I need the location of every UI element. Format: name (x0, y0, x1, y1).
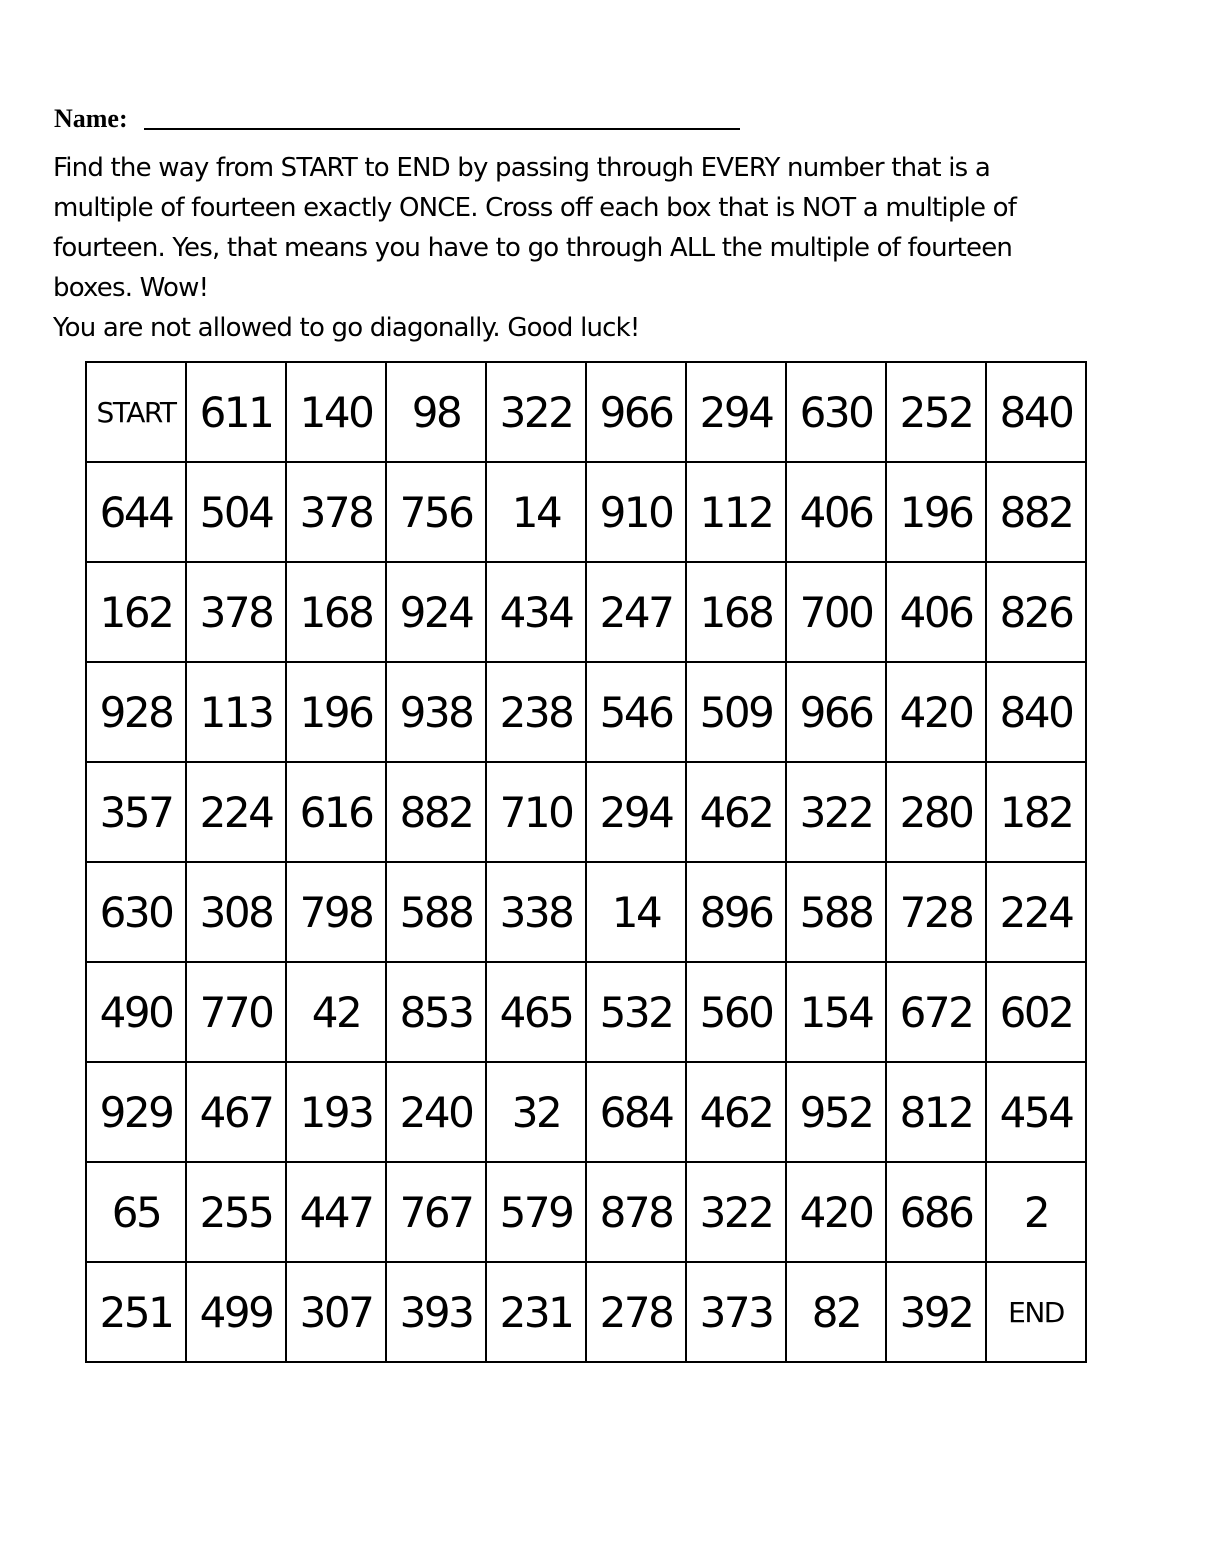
maze-cell[interactable]: 98 (386, 362, 486, 462)
maze-row (86, 562, 1086, 662)
maze-cell[interactable]: 602 (986, 962, 1086, 1062)
maze-cell[interactable]: 307 (286, 1262, 386, 1362)
maze-cell[interactable]: 462 (686, 762, 786, 862)
maze-cell[interactable]: 32 (486, 1062, 586, 1162)
maze-cell[interactable]: 196 (886, 462, 986, 562)
maze-cell[interactable]: 509 (686, 662, 786, 762)
maze-cell[interactable]: 896 (686, 862, 786, 962)
maze-row (86, 1162, 1086, 1262)
maze-cell[interactable]: 966 (786, 662, 886, 762)
maze-cell[interactable]: 357 (86, 762, 186, 862)
maze-cell[interactable]: 378 (186, 562, 286, 662)
maze-cell[interactable]: 700 (786, 562, 886, 662)
maze-cell[interactable]: 255 (186, 1162, 286, 1262)
maze-cell[interactable]: 546 (586, 662, 686, 762)
maze-cell[interactable]: 770 (186, 962, 286, 1062)
maze-cell[interactable]: 611 (186, 362, 286, 462)
maze-row (86, 1262, 1086, 1362)
maze-cell[interactable]: 140 (286, 362, 386, 462)
maze-cell[interactable]: 840 (986, 662, 1086, 762)
maze-cell[interactable]: 532 (586, 962, 686, 1062)
maze-cell[interactable]: 434 (486, 562, 586, 662)
maze-cell[interactable]: 14 (586, 862, 686, 962)
maze-row (86, 662, 1086, 762)
maze-cell[interactable]: 929 (86, 1062, 186, 1162)
maze-row (86, 1062, 1086, 1162)
maze-cell[interactable]: 224 (186, 762, 286, 862)
maze-cell[interactable]: 280 (886, 762, 986, 862)
maze-cell[interactable]: 112 (686, 462, 786, 562)
maze-cell[interactable]: 966 (586, 362, 686, 462)
maze-cell[interactable]: 247 (586, 562, 686, 662)
maze-cell[interactable]: 756 (386, 462, 486, 562)
maze-cell[interactable]: 882 (386, 762, 486, 862)
maze-cell[interactable]: 154 (786, 962, 886, 1062)
maze-cell[interactable]: 251 (86, 1262, 186, 1362)
name-blank-line[interactable] (144, 128, 740, 130)
maze-cell[interactable]: 882 (986, 462, 1086, 562)
maze-cell[interactable]: 853 (386, 962, 486, 1062)
instructions (53, 148, 1173, 348)
instruction-line: boxes. Wow! (53, 273, 209, 303)
maze-cell[interactable]: 231 (486, 1262, 586, 1362)
maze-cell[interactable]: 616 (286, 762, 386, 862)
maze-row (86, 362, 1086, 462)
maze-cell[interactable]: 504 (186, 462, 286, 562)
maze-cell[interactable]: 952 (786, 1062, 886, 1162)
maze-cell[interactable]: 560 (686, 962, 786, 1062)
maze-cell[interactable]: 113 (186, 662, 286, 762)
maze-cell[interactable]: 630 (86, 862, 186, 962)
maze-cell[interactable]: 728 (886, 862, 986, 962)
maze-cell[interactable]: 579 (486, 1162, 586, 1262)
maze-cell[interactable]: 65 (86, 1162, 186, 1262)
maze-cell[interactable]: 630 (786, 362, 886, 462)
name-label: Name: (54, 104, 128, 133)
maze-cell[interactable]: 42 (286, 962, 386, 1062)
maze-row (86, 862, 1086, 962)
instruction-line: Find the way from START to END by passing through EVERY number that is a (53, 153, 991, 183)
maze-cell[interactable]: 454 (986, 1062, 1086, 1162)
maze-cell[interactable]: 294 (686, 362, 786, 462)
maze-cell[interactable]: 322 (686, 1162, 786, 1262)
maze-cell[interactable]: 910 (586, 462, 686, 562)
maze-cell[interactable]: 938 (386, 662, 486, 762)
instruction-line: You are not allowed to go diagonally. Good luck! (53, 313, 640, 343)
maze-cell[interactable]: 672 (886, 962, 986, 1062)
maze-cell[interactable]: 826 (986, 562, 1086, 662)
maze-cell[interactable]: 767 (386, 1162, 486, 1262)
maze-cell[interactable]: 322 (486, 362, 586, 462)
maze-cell[interactable]: 588 (786, 862, 886, 962)
maze-cell[interactable]: 240 (386, 1062, 486, 1162)
maze-cell[interactable]: 490 (86, 962, 186, 1062)
maze-cell[interactable]: 252 (886, 362, 986, 462)
maze-cell[interactable]: 196 (286, 662, 386, 762)
end-cell[interactable]: END (986, 1262, 1086, 1362)
maze-cell[interactable]: 928 (86, 662, 186, 762)
maze-cell[interactable]: 684 (586, 1062, 686, 1162)
maze-cell[interactable]: 278 (586, 1262, 686, 1362)
maze-row (86, 462, 1086, 562)
maze-cell[interactable]: 462 (686, 1062, 786, 1162)
maze-cell[interactable]: 392 (886, 1262, 986, 1362)
maze-cell[interactable]: 644 (86, 462, 186, 562)
maze-cell[interactable]: 420 (786, 1162, 886, 1262)
maze-cell[interactable]: 406 (886, 562, 986, 662)
maze-cell[interactable]: 168 (686, 562, 786, 662)
maze-cell[interactable]: 168 (286, 562, 386, 662)
instruction-line: multiple of fourteen exactly ONCE. Cross off each box that is NOT a multiple of (53, 193, 1017, 223)
maze-cell[interactable]: 162 (86, 562, 186, 662)
maze-row (86, 962, 1086, 1062)
maze-cell[interactable]: 224 (986, 862, 1086, 962)
maze-cell[interactable]: 2 (986, 1162, 1086, 1262)
maze-cell[interactable]: 798 (286, 862, 386, 962)
maze-cell[interactable]: 420 (886, 662, 986, 762)
maze-cell[interactable]: 322 (786, 762, 886, 862)
instruction-line: fourteen. Yes, that means you have to go through ALL the multiple of fourteen (53, 233, 1013, 263)
maze-cell[interactable]: 238 (486, 662, 586, 762)
maze-row (86, 762, 1086, 862)
maze-cell[interactable]: 393 (386, 1262, 486, 1362)
maze-cell[interactable]: 465 (486, 962, 586, 1062)
maze-cell[interactable]: 14 (486, 462, 586, 562)
maze-cell[interactable]: 378 (286, 462, 386, 562)
maze-cell[interactable]: 338 (486, 862, 586, 962)
maze-cell[interactable]: 499 (186, 1262, 286, 1362)
maze-cell[interactable]: 924 (386, 562, 486, 662)
maze-cell[interactable]: 588 (386, 862, 486, 962)
maze-cell[interactable]: 710 (486, 762, 586, 862)
name-row (54, 100, 754, 136)
maze-cell[interactable]: 686 (886, 1162, 986, 1262)
maze-cell[interactable]: 878 (586, 1162, 686, 1262)
maze-grid (85, 361, 1087, 1363)
start-cell[interactable]: START (86, 362, 186, 462)
maze-cell[interactable]: 294 (586, 762, 686, 862)
maze-cell[interactable]: 182 (986, 762, 1086, 862)
maze-cell[interactable]: 373 (686, 1262, 786, 1362)
maze-cell[interactable]: 812 (886, 1062, 986, 1162)
maze-cell[interactable]: 82 (786, 1262, 886, 1362)
maze-cell[interactable]: 406 (786, 462, 886, 562)
maze-cell[interactable]: 447 (286, 1162, 386, 1262)
maze-cell[interactable]: 467 (186, 1062, 286, 1162)
maze-cell[interactable]: 193 (286, 1062, 386, 1162)
maze-cell[interactable]: 840 (986, 362, 1086, 462)
maze-cell[interactable]: 308 (186, 862, 286, 962)
